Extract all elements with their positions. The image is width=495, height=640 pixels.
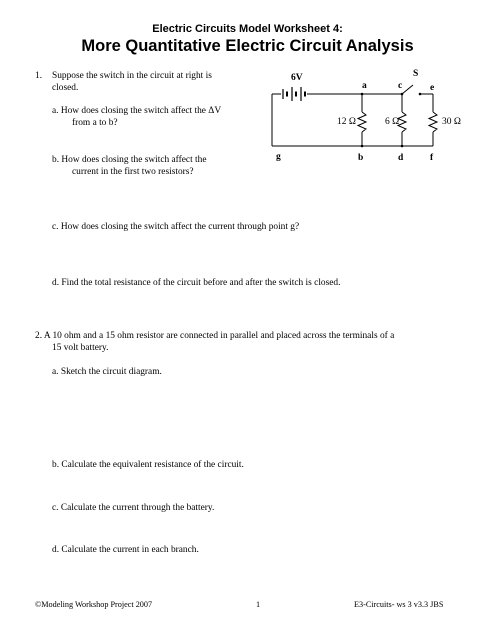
q1a-line1: a. How does closing the switch affect the ΔV (52, 106, 222, 116)
worksheet-kicker: Electric Circuits Model Worksheet 4: (152, 23, 343, 35)
q2d-text: d. Calculate the current in each branch. (52, 545, 199, 555)
q1b-line2: current in the first two resistors? (72, 167, 194, 177)
node-b-label: b (358, 153, 364, 163)
q2-line2: 15 volt battery. (52, 343, 109, 353)
q2a-text: a. Sketch the circuit diagram. (52, 367, 162, 377)
footer-page-number: 1 (256, 600, 261, 609)
footer-copyright: ©Modeling Workshop Project 2007 (35, 600, 153, 609)
resistor-2-label: 6 Ω (385, 117, 400, 127)
node-d-label: d (398, 153, 404, 163)
q1d-text: d. Find the total resistance of the circuit before and after the switch is closed. (52, 278, 341, 288)
q2b-text: b. Calculate the equivalent resistance of the circuit. (52, 460, 244, 470)
q1c-text: c. How does closing the switch affect the current through point g? (52, 222, 300, 232)
resistor-1-label: 12 Ω (337, 117, 356, 127)
battery-label: 6V (291, 73, 303, 83)
node-f-label: f (430, 153, 434, 163)
footer-version: E3-Circuits- ws 3 v3.3 JBS (354, 600, 444, 609)
q1-number: 1. (35, 71, 43, 81)
q2-line1: 2. A 10 ohm and a 15 ohm resistor are connected in parallel and placed across the terminals of a (35, 331, 395, 341)
q1a-line2: from a to b? (72, 118, 118, 128)
q1-line2: closed. (52, 83, 79, 93)
node-c-label: c (398, 81, 403, 91)
resistor-3-label: 30 Ω (442, 117, 461, 127)
node-e-label: e (430, 83, 435, 93)
node-g-label: g (276, 152, 281, 162)
node-a-label: a (362, 81, 367, 91)
switch-label: S (413, 69, 419, 79)
q2c-text: c. Calculate the current through the battery. (52, 503, 215, 513)
q1b-line1: b. How does closing the switch affect the (52, 155, 207, 165)
q1-line1: Suppose the switch in the circuit at right is (52, 71, 212, 81)
page-title: More Quantitative Electric Circuit Analysis (81, 37, 414, 55)
